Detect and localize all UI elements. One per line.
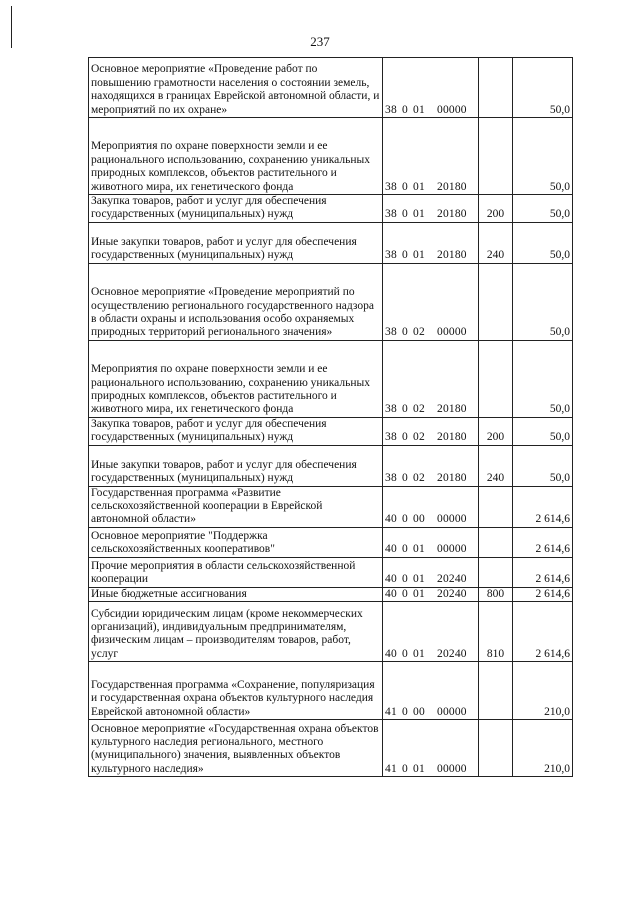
row-code bbox=[383, 417, 479, 445]
row-expense-type: 240 bbox=[479, 445, 513, 486]
code-sub: 0 bbox=[402, 587, 408, 600]
row-expense-type: 800 bbox=[479, 587, 513, 601]
row-name: Мероприятия по охране поверхности земли и ее рационального использованию, сохранению уникальных природных комплексов, объектов растительного и животного мира, их генетического фонда bbox=[89, 118, 383, 195]
row-sum: 2 614,6 bbox=[513, 527, 573, 557]
row-expense-type bbox=[479, 486, 513, 527]
row-name: Основное мероприятие «Проведение мероприятий по осуществлению регионального государственного надзора в области охраны и использования особо охраняемых природных территорий регионального значения» bbox=[89, 263, 383, 340]
row-code bbox=[383, 263, 479, 340]
code-dir: 00000 bbox=[437, 326, 467, 339]
code-prog: 41 bbox=[385, 762, 397, 775]
code-sub: 0 bbox=[402, 543, 408, 556]
row-expense-type bbox=[479, 662, 513, 720]
row-name: Государственная программа «Развитие сельскохозяйственной кооперации в Еврейской автономной области» bbox=[89, 486, 383, 527]
table-row bbox=[89, 417, 573, 445]
row-code bbox=[383, 58, 479, 118]
code-main: 01 bbox=[413, 587, 425, 600]
row-sum: 50,0 bbox=[513, 340, 573, 417]
row-expense-type bbox=[479, 720, 513, 777]
row-code bbox=[383, 486, 479, 527]
code-main: 01 bbox=[413, 647, 425, 660]
row-expense-type bbox=[479, 263, 513, 340]
code-dir: 20180 bbox=[437, 180, 467, 193]
row-sum: 50,0 bbox=[513, 222, 573, 263]
code-sub: 0 bbox=[402, 249, 408, 262]
table-row bbox=[89, 662, 573, 720]
row-name: Закупка товаров, работ и услуг для обеспечения государственных (муниципальных) нужд bbox=[89, 417, 383, 445]
row-code bbox=[383, 195, 479, 223]
table-row bbox=[89, 263, 573, 340]
table-row bbox=[89, 118, 573, 195]
code-dir: 00000 bbox=[437, 705, 467, 718]
table-row bbox=[89, 720, 573, 777]
row-code bbox=[383, 720, 479, 777]
row-code bbox=[383, 662, 479, 720]
code-sub: 0 bbox=[402, 762, 408, 775]
row-sum: 50,0 bbox=[513, 195, 573, 223]
code-main: 01 bbox=[413, 103, 425, 116]
table-row bbox=[89, 195, 573, 223]
budget-table bbox=[88, 57, 573, 777]
code-dir: 00000 bbox=[437, 103, 467, 116]
table-row bbox=[89, 58, 573, 118]
code-sub: 0 bbox=[402, 705, 408, 718]
row-name: Основное мероприятие «Государственная охрана объектов культурного наследия регионального, местного (муниципального) значения, выявленных объектов культурного наследия» bbox=[89, 720, 383, 777]
row-expense-type: 200 bbox=[479, 195, 513, 223]
row-code bbox=[383, 445, 479, 486]
row-expense-type bbox=[479, 340, 513, 417]
code-dir: 20240 bbox=[437, 573, 467, 586]
row-sum: 50,0 bbox=[513, 58, 573, 118]
code-prog: 40 bbox=[385, 513, 397, 526]
code-prog: 38 bbox=[385, 103, 397, 116]
code-sub: 0 bbox=[402, 180, 408, 193]
code-prog: 38 bbox=[385, 249, 397, 262]
row-name: Основное мероприятие «Проведение работ по повышению грамотности населения о состоянии земель, находящихся в границах Еврейской автономной области, и мероприятий по их охране» bbox=[89, 58, 383, 118]
code-dir: 20240 bbox=[437, 587, 467, 600]
table-row bbox=[89, 445, 573, 486]
code-prog: 38 bbox=[385, 208, 397, 221]
page-number: 237 bbox=[310, 34, 330, 49]
code-main: 01 bbox=[413, 208, 425, 221]
row-sum: 2 614,6 bbox=[513, 557, 573, 587]
code-sub: 0 bbox=[402, 647, 408, 660]
code-main: 02 bbox=[413, 431, 425, 444]
code-sub: 0 bbox=[402, 208, 408, 221]
row-name: Иные бюджетные ассигнования bbox=[89, 587, 383, 601]
code-main: 01 bbox=[413, 249, 425, 262]
code-main: 02 bbox=[413, 403, 425, 416]
row-code bbox=[383, 602, 479, 662]
code-sub: 0 bbox=[402, 472, 408, 485]
code-prog: 38 bbox=[385, 326, 397, 339]
row-sum: 210,0 bbox=[513, 720, 573, 777]
row-code bbox=[383, 527, 479, 557]
row-name: Иные закупки товаров, работ и услуг для обеспечения государственных (муниципальных) нужд bbox=[89, 445, 383, 486]
code-prog: 40 bbox=[385, 573, 397, 586]
row-sum: 2 614,6 bbox=[513, 602, 573, 662]
table-row bbox=[89, 486, 573, 527]
code-main: 01 bbox=[413, 762, 425, 775]
code-sub: 0 bbox=[402, 431, 408, 444]
table-row bbox=[89, 557, 573, 587]
table-row bbox=[89, 527, 573, 557]
row-code bbox=[383, 118, 479, 195]
code-sub: 0 bbox=[402, 573, 408, 586]
row-name: Закупка товаров, работ и услуг для обеспечения государственных (муниципальных) нужд bbox=[89, 195, 383, 223]
code-prog: 40 bbox=[385, 543, 397, 556]
row-sum: 210,0 bbox=[513, 662, 573, 720]
table-row bbox=[89, 222, 573, 263]
row-expense-type: 200 bbox=[479, 417, 513, 445]
code-dir: 20180 bbox=[437, 403, 467, 416]
row-name: Субсидии юридическим лицам (кроме некоммерческих организаций), индивидуальным предпринимателям, физическим лицам – производителям товаров, работ, услуг bbox=[89, 602, 383, 662]
code-sub: 0 bbox=[402, 403, 408, 416]
code-dir: 20180 bbox=[437, 249, 467, 262]
row-sum: 50,0 bbox=[513, 263, 573, 340]
row-sum: 50,0 bbox=[513, 445, 573, 486]
code-prog: 41 bbox=[385, 705, 397, 718]
row-name: Иные закупки товаров, работ и услуг для обеспечения государственных (муниципальных) нужд bbox=[89, 222, 383, 263]
code-prog: 38 bbox=[385, 472, 397, 485]
code-prog: 40 bbox=[385, 647, 397, 660]
code-dir: 00000 bbox=[437, 513, 467, 526]
row-expense-type bbox=[479, 58, 513, 118]
budget-table-body bbox=[89, 58, 573, 777]
table-row bbox=[89, 602, 573, 662]
code-main: 01 bbox=[413, 180, 425, 193]
code-main: 00 bbox=[413, 705, 425, 718]
row-expense-type: 810 bbox=[479, 602, 513, 662]
code-dir: 20180 bbox=[437, 208, 467, 221]
row-code bbox=[383, 587, 479, 601]
row-sum: 2 614,6 bbox=[513, 587, 573, 601]
code-sub: 0 bbox=[402, 326, 408, 339]
code-dir: 00000 bbox=[437, 543, 467, 556]
row-expense-type bbox=[479, 118, 513, 195]
code-dir: 00000 bbox=[437, 762, 467, 775]
row-sum: 50,0 bbox=[513, 118, 573, 195]
code-dir: 20180 bbox=[437, 472, 467, 485]
row-expense-type bbox=[479, 527, 513, 557]
row-name: Основное мероприятие "Поддержка сельскохозяйственных кооперативов" bbox=[89, 527, 383, 557]
row-sum: 50,0 bbox=[513, 417, 573, 445]
table-row bbox=[89, 587, 573, 601]
code-main: 02 bbox=[413, 472, 425, 485]
table-row bbox=[89, 340, 573, 417]
row-name: Прочие мероприятия в области сельскохозяйственной кооперации bbox=[89, 557, 383, 587]
code-prog: 38 bbox=[385, 180, 397, 193]
row-expense-type bbox=[479, 557, 513, 587]
row-code bbox=[383, 557, 479, 587]
code-prog: 38 bbox=[385, 431, 397, 444]
row-code bbox=[383, 340, 479, 417]
row-name: Государственная программа «Сохранение, популяризация и государственная охрана объектов культурного наследия Еврейской автономной области» bbox=[89, 662, 383, 720]
code-prog: 40 bbox=[385, 587, 397, 600]
row-sum: 2 614,6 bbox=[513, 486, 573, 527]
code-main: 01 bbox=[413, 543, 425, 556]
code-sub: 0 bbox=[402, 513, 408, 526]
code-prog: 38 bbox=[385, 403, 397, 416]
code-main: 00 bbox=[413, 513, 425, 526]
code-dir: 20180 bbox=[437, 431, 467, 444]
code-dir: 20240 bbox=[437, 647, 467, 660]
code-main: 02 bbox=[413, 326, 425, 339]
code-main: 01 bbox=[413, 573, 425, 586]
row-code bbox=[383, 222, 479, 263]
row-name: Мероприятия по охране поверхности земли и ее рационального использованию, сохранению уникальных природных комплексов, объектов растительного и животного мира, их генетического фонда bbox=[89, 340, 383, 417]
code-sub: 0 bbox=[402, 103, 408, 116]
row-expense-type: 240 bbox=[479, 222, 513, 263]
